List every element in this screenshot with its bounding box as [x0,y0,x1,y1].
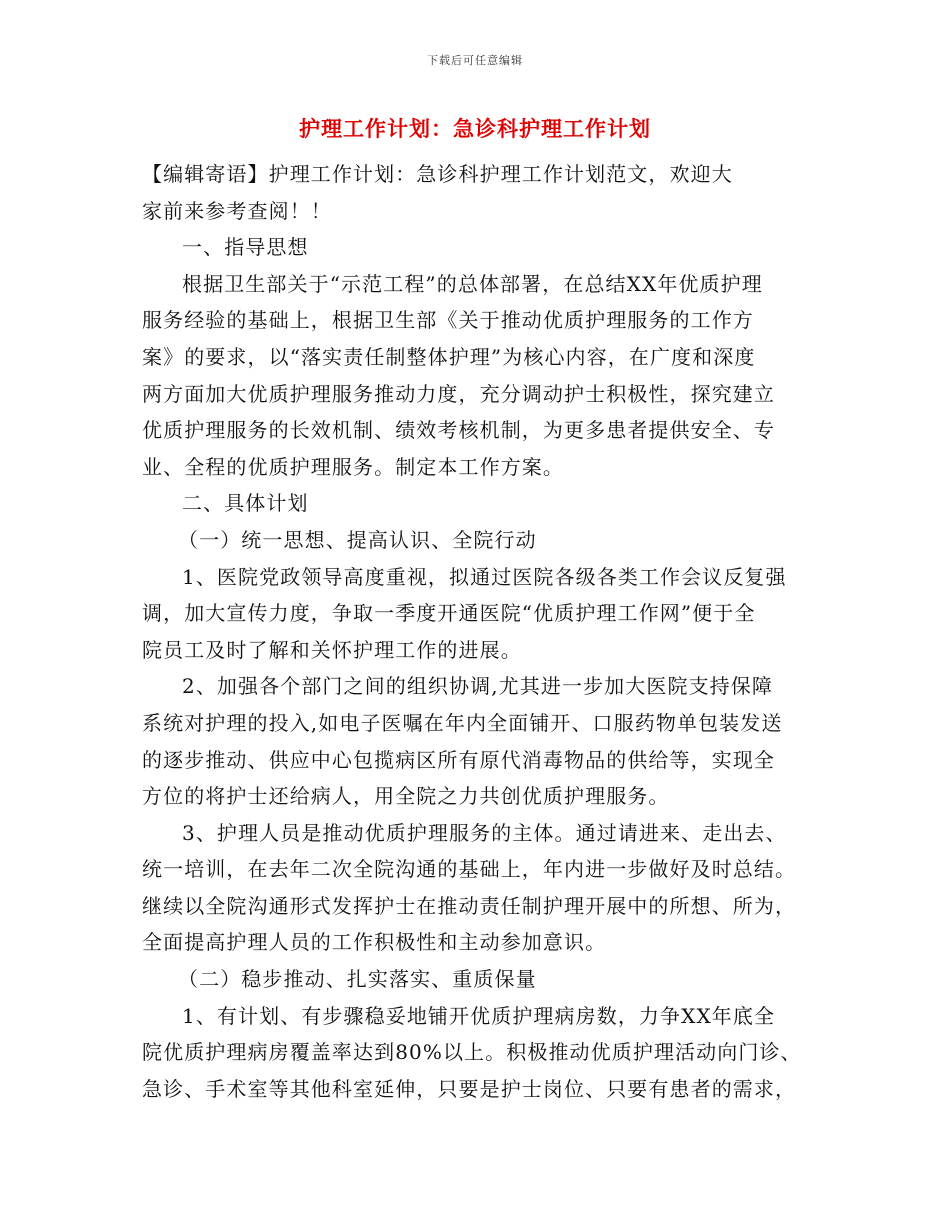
paragraph-line: 两方面加大优质护理服务推动力度，充分调动护士积极性，探究建立 [142,381,775,406]
section-heading: 一、指导思想 [182,235,309,260]
paragraph-line: 院优质护理病房覆盖率达到80%以上。积极推动优质护理活动向门诊、 [142,1040,802,1065]
paragraph-line: 院员工及时了解和关怀护理工作的进展。 [142,637,522,662]
paragraph-line: 继续以全院沟通形式发挥护士在推动责任制护理开展中的所想、所为， [142,893,797,918]
subsection-heading: （一）统一思想、提高认识、全院行动 [178,527,537,552]
paragraph-line: 3、护理人员是推动优质护理服务的主体。通过请进来、走出去、 [182,820,787,845]
paragraph-line: 1、医院党政领导高度重视，拟通过医院各级各类工作会议反复强 [182,564,787,589]
paragraph-line: 2、加强各个部门之间的组织协调,尤其进一步加大医院支持保障 [182,674,773,699]
paragraph-line: 案》的要求，以“落实责任制整体护理”为核心内容，在广度和深度 [142,344,756,369]
paragraph-line: 全面提高护理人员的工作积极性和主动参加意识。 [142,930,607,955]
paragraph-line: 统一培训，在去年二次全院沟通的基础上，年内进一步做好及时总结。 [142,857,797,882]
document-body [142,156,808,1107]
paragraph-line: 方位的将护士还给病人，用全院之力共创优质护理服务。 [142,784,670,809]
paragraph-line: 的逐步推动、供应中心包揽病区所有原代消毒物品的供给等，实现全 [142,747,775,772]
paragraph-line: 家前来参考查阅！！ [142,198,332,223]
paragraph-line: 优质护理服务的长效机制、绩效考核机制，为更多患者提供安全、专 [142,418,775,443]
section-heading: 二、具体计划 [182,491,309,516]
paragraph-line: 系统对护理的投入,如电子医嘱在年内全面铺开、口服药物单包装发送 [142,710,783,735]
paragraph-line: 服务经验的基础上，根据卫生部《关于推动优质护理服务的工作方 [142,308,754,333]
paragraph-line: 调，加大宣传力度，争取一季度开通医院“优质护理工作网”便于全 [142,601,756,626]
paragraph-line: 【编辑寄语】护理工作计划：急诊科护理工作计划范文，欢迎大 [142,162,733,186]
subsection-heading: （二）稳步推动、扎实落实、重质保量 [178,967,537,992]
paragraph-line: 业、全程的优质护理服务。制定本工作方案。 [142,454,564,479]
paragraph-line: 1、有计划、有步骤稳妥地铺开优质护理病房数，力争XX年底全 [182,1003,776,1028]
paragraph-line: 根据卫生部关于“示范工程”的总体部署，在总结XX年优质护理 [182,271,763,296]
header-note: 下载后可任意编辑 [427,54,523,67]
paragraph-line: 急诊、手术室等其他科室延伸，只要是护士岗位、只要有患者的需求， [142,1076,797,1101]
document-title: 护理工作计划：急诊科护理工作计划 [299,117,651,141]
